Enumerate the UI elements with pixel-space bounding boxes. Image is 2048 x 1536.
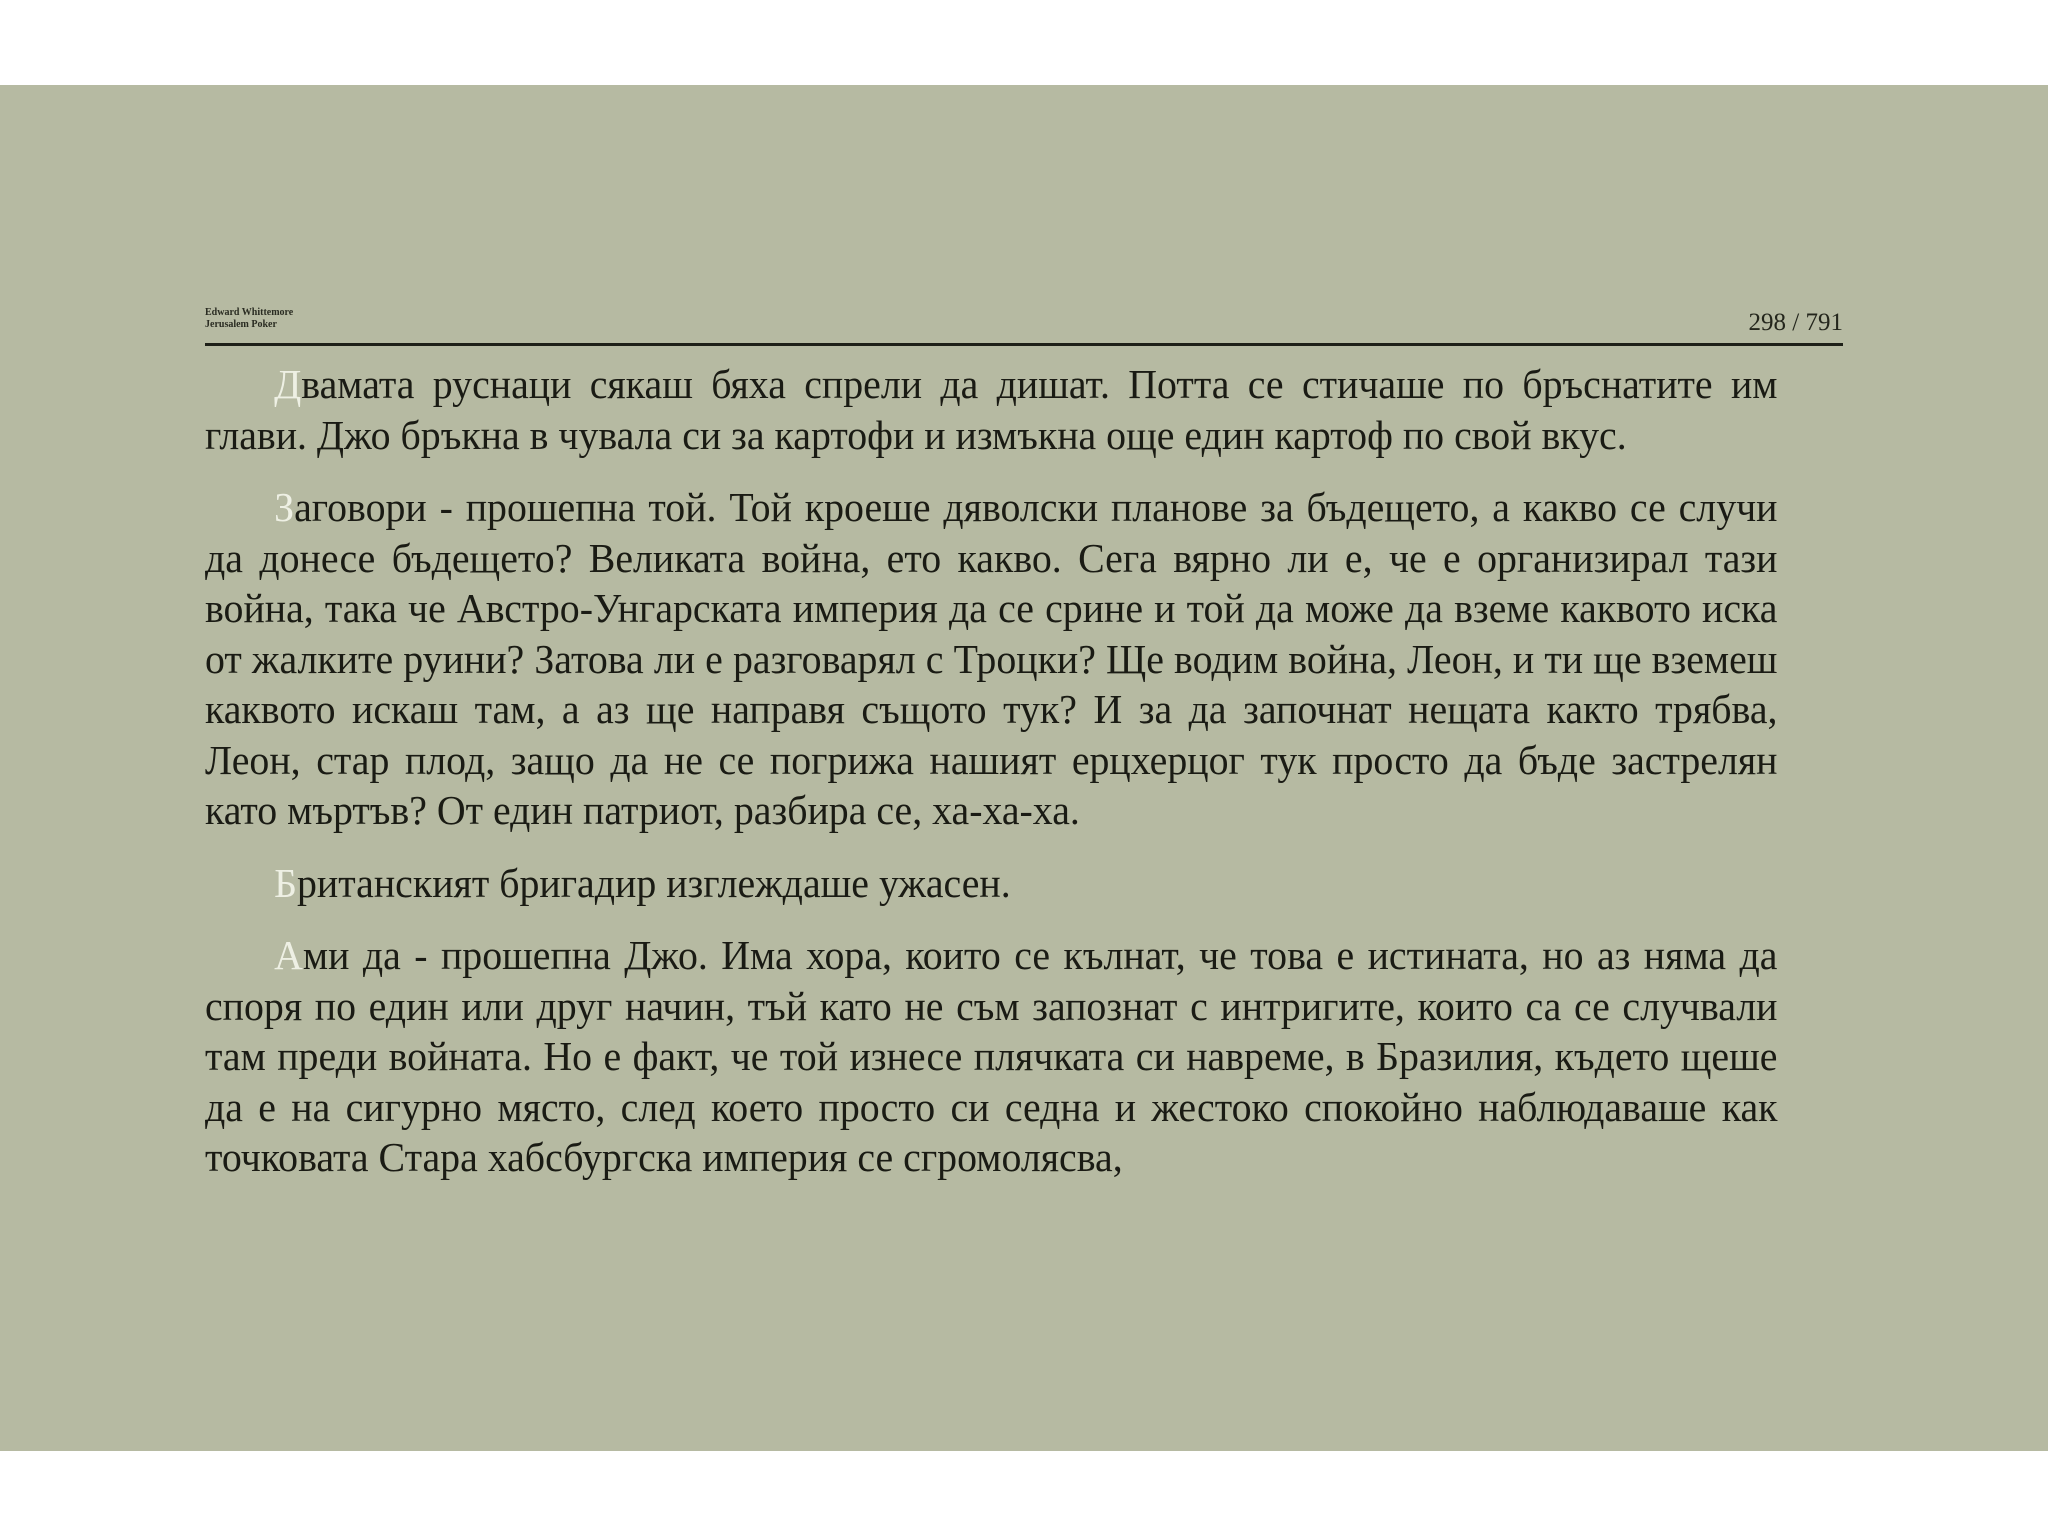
header-divider (205, 343, 1843, 346)
drop-cap: Д (274, 361, 302, 407)
book-info (205, 307, 293, 331)
paragraph (205, 930, 1777, 1183)
paragraph (205, 359, 1777, 460)
paragraph-text: ританският бригадир изглеждаше ужасен. (297, 859, 1011, 906)
author-name: Edward Whittemore (205, 307, 294, 318)
paragraph (205, 482, 1777, 836)
paragraph-text: ми да - прошепна Джо. Има хора, които се кълнат, че това е истината, но аз няма да споря по един или друг начин, тъй като не съм запознат с интригите, които са се случвали там преди войната. Но е факт, че той изнесе плячката си навреме, в Бразилия, където щеше да е на сигурно място, след което просто си седна и жестоко спокойно наблюдаваше как точковата Стара хабсбургска империя се сгромолясва, (205, 932, 1778, 1180)
book-title: Jerusalem Poker (205, 319, 277, 330)
page-header (205, 221, 1843, 345)
paragraph-text: аговори - прошепна той. Той кроеше дяволски планове за бъдещето, а какво се случи да донесе бъдещето? Великата война, ето какво. Сега вярно ли е, че е организирал тази война, така че Австро-Унгарската империя да се срине и той да може да вземе каквото иска от жалките руини? Затова ли е разговарял с Троцки? Ще водим война, Леон, и ти ще вземеш каквото искаш там, а аз ще направя същото тук? И за да започнат нещата както трябва, Леон, стар плод, защо да не се погрижа нашият ерцхерцог тук просто да бъде застрелян като мъртъв? От един патриот, разбира се, ха-ха-ха. (205, 484, 1778, 833)
page-indicator: 298 / 791 (1748, 309, 1843, 336)
paragraph-text: вамата руснаци сякаш бяха спрели да дишат. Потта се стичаше по бръснатите им глави. Джо бръкна в чувала си за картофи и измъкна още един картоф по свой вкус. (205, 361, 1778, 458)
paragraph (205, 858, 1777, 909)
drop-cap: З (274, 484, 295, 530)
drop-cap: А (274, 932, 303, 978)
reader-page[interactable] (0, 85, 2048, 1451)
page-text (205, 359, 1777, 1205)
drop-cap: Б (274, 859, 298, 906)
